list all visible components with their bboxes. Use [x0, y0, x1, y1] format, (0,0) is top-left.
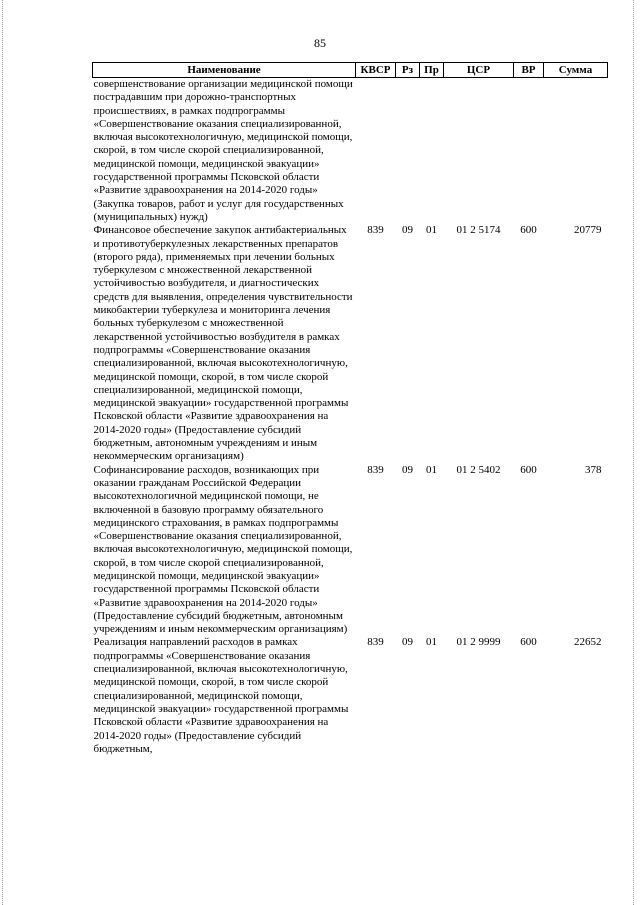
table-row	[93, 464, 608, 637]
table-row	[93, 78, 608, 225]
row-sum: 22652	[574, 636, 602, 649]
page-number: 85	[314, 36, 326, 50]
header-row	[93, 63, 608, 78]
table-row	[93, 224, 608, 463]
row-vr: 600	[520, 463, 537, 476]
table-body	[93, 78, 608, 757]
row-rz: 09	[402, 224, 413, 237]
row-name: Финансовое обеспечение закупок антибактериальных и противотуберкулезных лекарственных препаратов (второго ряда), применяемых при лечении больных туберкулезом с множественной лекарственной устойчивостью возбудителя, и диагностических средств для выявления, определения чувствительности микобактерии туберкулеза и мониторинга лечения больных туберкулезом с множественной лекарственной устойчивостью возбудителя в рамках подпрограммы «Совершенствование оказания специализированной, включая высокотехнологичную, медицинской помощи, скорой, в том числе скорой специализированной, медицинской помощи, медицинской эвакуации» государственной программы Псковской области «Развитие здравоохранения на 2014-2020 годы» (Предоставление субсидий бюджетным, автономным учреждениям и иным некоммерческим организациям)	[93, 224, 353, 463]
budget-table	[92, 62, 608, 756]
row-csr: 01 2 5174	[456, 224, 501, 237]
header-kvsr: КВСР	[356, 63, 396, 78]
header-sum: Сумма	[544, 63, 608, 78]
row-pr: 01	[426, 224, 437, 237]
row-rz: 09	[402, 636, 413, 649]
row-pr: 01	[426, 636, 437, 649]
row-csr: 01 2 9999	[456, 636, 501, 649]
row-kvsr	[356, 78, 396, 225]
row-name: Реализация направлений расходов в рамках подпрограммы «Совершенствование оказания специализированной, включая высокотехнологичную, медицинской помощи, скорой, в том числе скорой специализированной, медицинской помощи, медицинской эвакуации» государственной программы Псковской области «Развитие здравоохранения на 2014-2020 годы» (Предоставление субсидий бюджетным,	[93, 636, 349, 755]
row-vr: 600	[520, 636, 537, 649]
header-csr: ЦСР	[444, 63, 514, 78]
scan-edge-left	[2, 0, 4, 905]
row-vr: 600	[520, 224, 537, 237]
row-name: совершенствование организации медицинской помощи пострадавшим при дорожно-транспортных происшествиях, в рамках подпрограммы «Совершенствование оказания специализированной, включая высокотехнологичную, медицинской помощи, скорой, в том числе скорой специализированной, медицинской помощи, медицинской эвакуации» государственной программы Псковской области «Развитие здравоохранения на 2014-2020 годы» (Закупка товаров, работ и услуг для государственных (муниципальных) нужд)	[93, 78, 353, 223]
table-header	[93, 63, 608, 78]
table-row	[93, 636, 608, 756]
row-pr	[420, 78, 444, 225]
row-sum	[544, 78, 608, 225]
row-kvsr: 839	[367, 636, 384, 649]
row-pr: 01	[426, 463, 437, 476]
row-rz: 09	[402, 463, 413, 476]
row-rz	[396, 78, 420, 225]
header-name: Наименование	[93, 63, 356, 78]
row-csr: 01 2 5402	[456, 463, 501, 476]
row-csr	[444, 78, 514, 225]
scan-edge-right	[633, 0, 635, 905]
row-kvsr: 839	[367, 463, 384, 476]
header-rz: Рз	[396, 63, 420, 78]
row-sum: 378	[585, 463, 602, 476]
row-sum: 20779	[574, 224, 602, 237]
header-pr: Пр	[420, 63, 444, 78]
row-vr	[514, 78, 544, 225]
row-name: Софинансирование расходов, возникающих при оказании гражданам Российской Федерации высокотехнологичной медицинской помощи, не включенной в базовую программу обязательного медицинского страхования, в рамках подпрограммы «Совершенствование оказания специализированной, включая высокотехнологичную, медицинской помощи, скорой, в том числе скорой специализированной, медицинской помощи, медицинской эвакуации» государственной программы Псковской области «Развитие здравоохранения на 2014-2020 годы» (Предоставление субсидий бюджетным, автономным учреждениям и иным некоммерческим организациям)	[93, 463, 353, 636]
header-vr: ВР	[514, 63, 544, 78]
row-kvsr: 839	[367, 224, 384, 237]
